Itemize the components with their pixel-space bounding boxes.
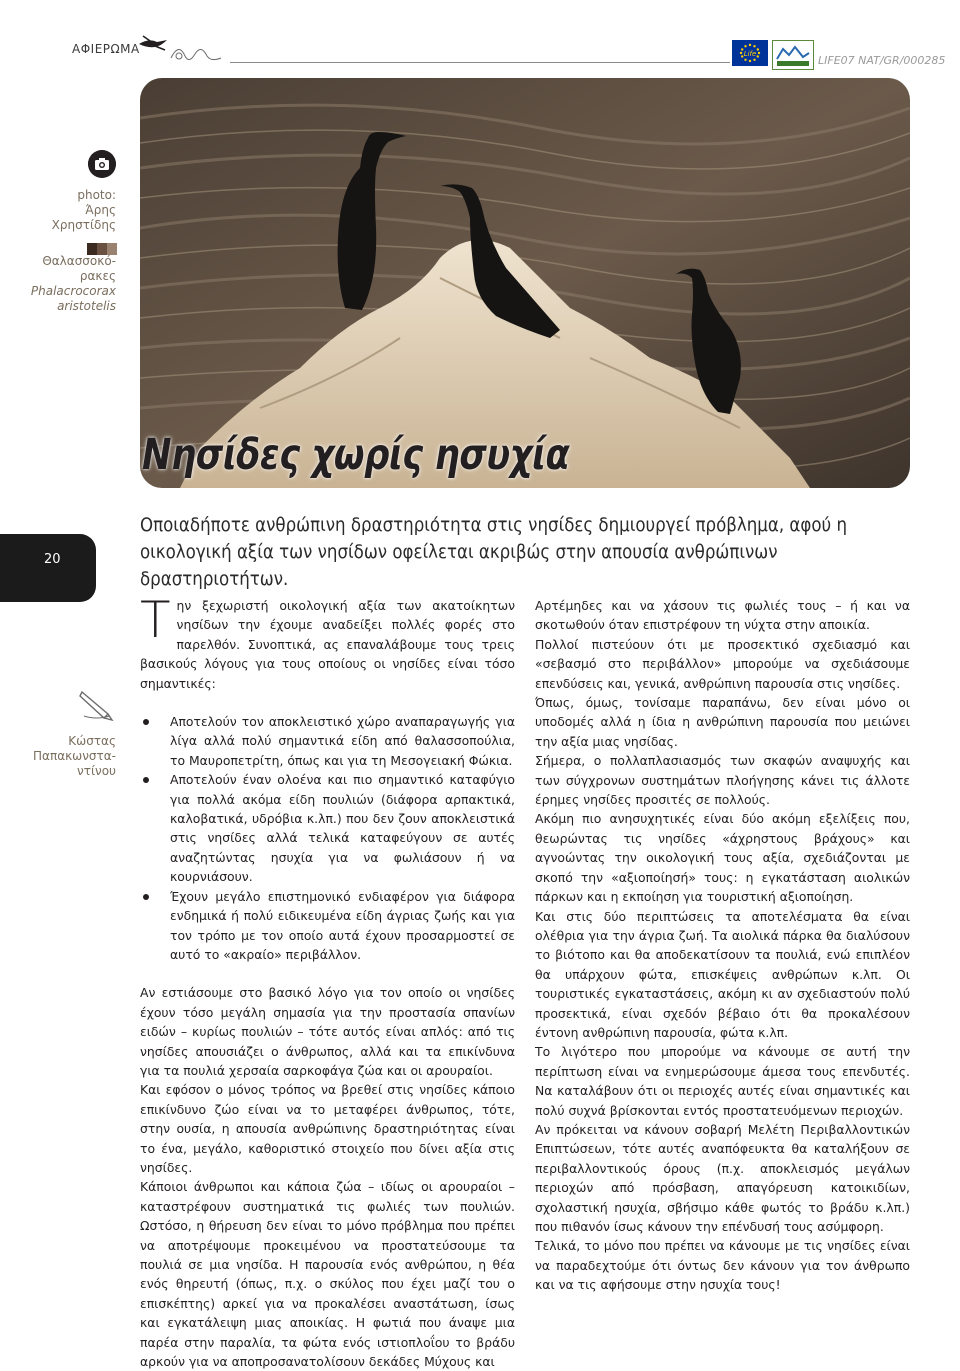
body-paragraph: Αν εστιάσουμε στο βασικό λόγο για τον οποίο οι νησίδες έχουν τόσο μεγάλη σημασία για την προστασία σπανίων ειδών – κυρίως πουλιών – τότε αυτός είναι απλός: από τις νησίδες απουσιάζει ο άνθρωπος, αλλά και τα επικίνδυνα για τα πουλιά χερσαία σαρκοφάγα ζώα και οι αρουραίοι. [140,985,515,1078]
section-label: ΑΦΙΕΡΩΜΑ [72,42,140,56]
photo-credit [20,188,116,233]
caption-common-name: Θαλασσοκό-ρακες [42,254,116,283]
photo-credit-label: photo: [77,188,116,202]
body-paragraph: Κάποιοι άνθρωποι και κάποια ζώα – ιδίως οι αρουραίοι – καταστρέφουν συστηματικά τις φωλιές των πουλιών. Ωστόσο, η θήρευση δεν είναι το μόνο πρόβλημα που πρέπει να αποτρέψουμε προκειμένου να προστατεύσουμε τα πουλιά σε μια νησίδα. Η παρουσία ενός ανθρώπου, η θέα ενός θηρευτή (όπως, π.χ. ο σκύλος που έχει μαζί του ο επισκέπτης) αρκεί για να προκαλέσει αναστάτωση, ίσως και εγκατάλειψη μιας αποικίας. Η φωτιά που άναψε μια παρέα στην παραλία, τα φώτα ενός ιστιοπλοΐου το βράδυ αρκούν για να αποπροσανατολίσουν δεκάδες Μύχους και [140,1179,515,1370]
cormorants-photo [140,78,910,488]
drop-cap: Τ [140,591,171,649]
reasons-list [140,712,515,964]
body-paragraph: Τελικά, το μόνο που πρέπει να κάνουμε με τις νησίδες είναι να παραδεχτούμε ότι όντως δεν κάνουν για τον άνθρωπο και να τις αφήσουμε στην ησυχία τους! [535,1238,910,1293]
caption-latin-name: Phalacrocorax aristotelis [30,284,116,313]
bird-logo-icon [135,34,227,68]
body-paragraph: Το λιγότερο που μπορούμε να κάνουμε σε αυτή την περίπτωση είναι να ενημερώσουμε άμεσα τους επενδυτές. Να καταλάβουν ότι οι περιοχές αυτές είναι σημαντικές και πολύ συχνά βρίσκονται εντός προστατευόμενων περιοχών. [535,1044,910,1118]
article-column-right [535,596,910,1295]
body-paragraph: Όπως, όμως, τονίσαμε παραπάνω, δεν είναι μόνο οι υποδομές αλλά η ίδια η ανθρώπινη παρουσία που μειώνει την αξία μιας νησίδας. [535,695,910,749]
body-paragraph: Σήμερα, ο πολλαπλασιασμός των σκαφών αναψυχής και των σύγχρονων συστημάτων πλοήγησης κάνει τις άλλοτε έρημες νησίδες προσιτές σε πολλούς. [535,753,910,808]
intro-paragraph [140,591,515,693]
photo-credit-name: Άρης Χρηστίδης [51,203,116,232]
article-title: Νησίδες χωρίς ησυχία [142,430,570,480]
article-column-left [140,591,515,1371]
author-name: Κώστας Παπακωνστα-ντίνου [33,734,116,778]
camera-icon [88,150,116,178]
intro-text: ην ξεχωριστή οικολογική αξία των ακατοίκητων νησίδων την έχουμε αναδείξει πολλές φορές στο παρελθόν. Συνοπτικά, ας επαναλάβουμε τους τρεις βασικούς λόγους για τους οποίους οι νησίδες είναι τόσο σημαντικές: [140,598,515,691]
body-paragraph: Αρτέμηδες και να χάσουν τις φωλιές τους – ή και να σκοτωθούν όταν επιστρέφουν τη νύχτα στην αποικία. [535,598,910,633]
list-item: Αποτελούν τον αποκλειστικό χώρο αναπαραγωγής για λίγα αλλά πολύ σημαντικά είδη από θαλασσοπούλια, το Μαυροπετρίτη, όπως και για τη Μεσογειακή Φώκια. [140,712,515,770]
body-paragraph: Ακόμη πιο ανησυχητικές είναι δύο ακόμη εξελίξεις που, θεωρώντας τις νησίδες «άχρηστους βράχους» και αγνοώντας την οικολογική τους αξία, σχεδιάζονται με σκοπό την «αξιοποίησή» τους: η εγκατάσταση αιολικών πάρκων και η εκποίηση για τουριστική αξιοποίηση. [535,811,910,905]
list-item: Αποτελούν έναν ολοένα και πιο σημαντικό καταφύγιο για πολλά ακόμα είδη πουλιών (διάφορα αρπακτικά, καλοβατικά, υδρόβια κ.λπ.) που δεν ζουν αποκλειστικά στις νησίδες αλλά τελικά καταφεύγουν σε αυτές αναζητώντας ησυχία για να φωλιάσουν ή να κουρνιάσουν. [140,770,515,886]
article-subtitle: Οποιαδήποτε ανθρώπινη δραστηριότητα στις νησίδες δημιουργεί πρόβλημα, αφού η οικολογική αξία των νησίδων οφείλεται ακριβώς στην απουσία ανθρώπινων δραστηριοτήτων. [140,515,848,590]
photo-caption [20,254,116,314]
natura-2000-logo-icon [772,40,814,70]
body-paragraph: Και στις δύο περιπτώσεις τα αποτελέσματα θα είναι ολέθρια για την άγρια ζωή. Τα αιολικά πάρκα θα διαλύσουν το βιότοπο και θα αποδεκατίσουν τα πουλιά, ενώ επιπλέον θα υπάρχουν φώτα, επισκέψεις ανθρώπων κ.λπ. Οι τουριστικές εγκαταστάσεις, ακόμη κι αν σχεδιαστούν πολύ προσεκτικά, είναι σχεδόν βέβαιο ότι θα προκαλέσουν έντονη ανθρώπινη παρουσία, φώτα κ.λπ. [535,908,910,1040]
quill-pen-icon [78,686,114,722]
svg-text:Life: Life [743,50,757,58]
list-item: Έχουν μεγάλο επιστημονικό ενδιαφέρον για διάφορα ενδημικά ή πολύ ειδικευμένα είδη άγριας ζωής και για τον τρόπο με τον οποίο αυτά έχουν προσαρμοστεί σε αυτό το «ακραίο» περιβάλλον. [140,887,515,965]
header-rule [230,62,730,63]
page-number-tab [0,534,96,602]
eu-flag-icon [732,40,768,66]
body-paragraph: Πολλοί πιστεύουν ότι με προσεκτικό σχεδιασμό και «σεβασμό στο περιβάλλον» μπορούμε να σχεδιάσουμε επενδύσεις και, γενικά, ανθρώπινη παρουσία στις νησίδες. [535,636,910,691]
page-number: 20 [44,552,61,567]
body-paragraph: Και εφόσον ο μόνος τρόπος να βρεθεί στις νησίδες κάποιο επικίνδυνο ζώο είναι να το μεταφέρει άνθρωπος, τότε, στην ουσία, η απουσία ανθρώπινης δραστηριότητας είναι το ένα, μεγάλο, καθοριστικό στοιχείο που δίνει αξία στις νησίδες. [140,1082,515,1175]
body-paragraph: Αν πρόκειται να κάνουν σοβαρή Μελέτη Περιβαλλοντικών Επιπτώσεων, τότε αυτές αναπόφευκτα θα καταλήξουν σε περιβαλλοντικούς όρους (π.χ. αποκλεισμός μεγάλων περιοχών από πρόσβαση, απαγόρευση κατοικιδίων, σχολαστική ησυχία, σβήσιμο κάθε φωτός το βράδυ κ.λπ.) που πιθανόν ίσως κάνουν την επένδυσή τους ασύμφορη. [535,1121,910,1234]
project-code: LIFE07 NAT/GR/000285 [818,54,946,67]
